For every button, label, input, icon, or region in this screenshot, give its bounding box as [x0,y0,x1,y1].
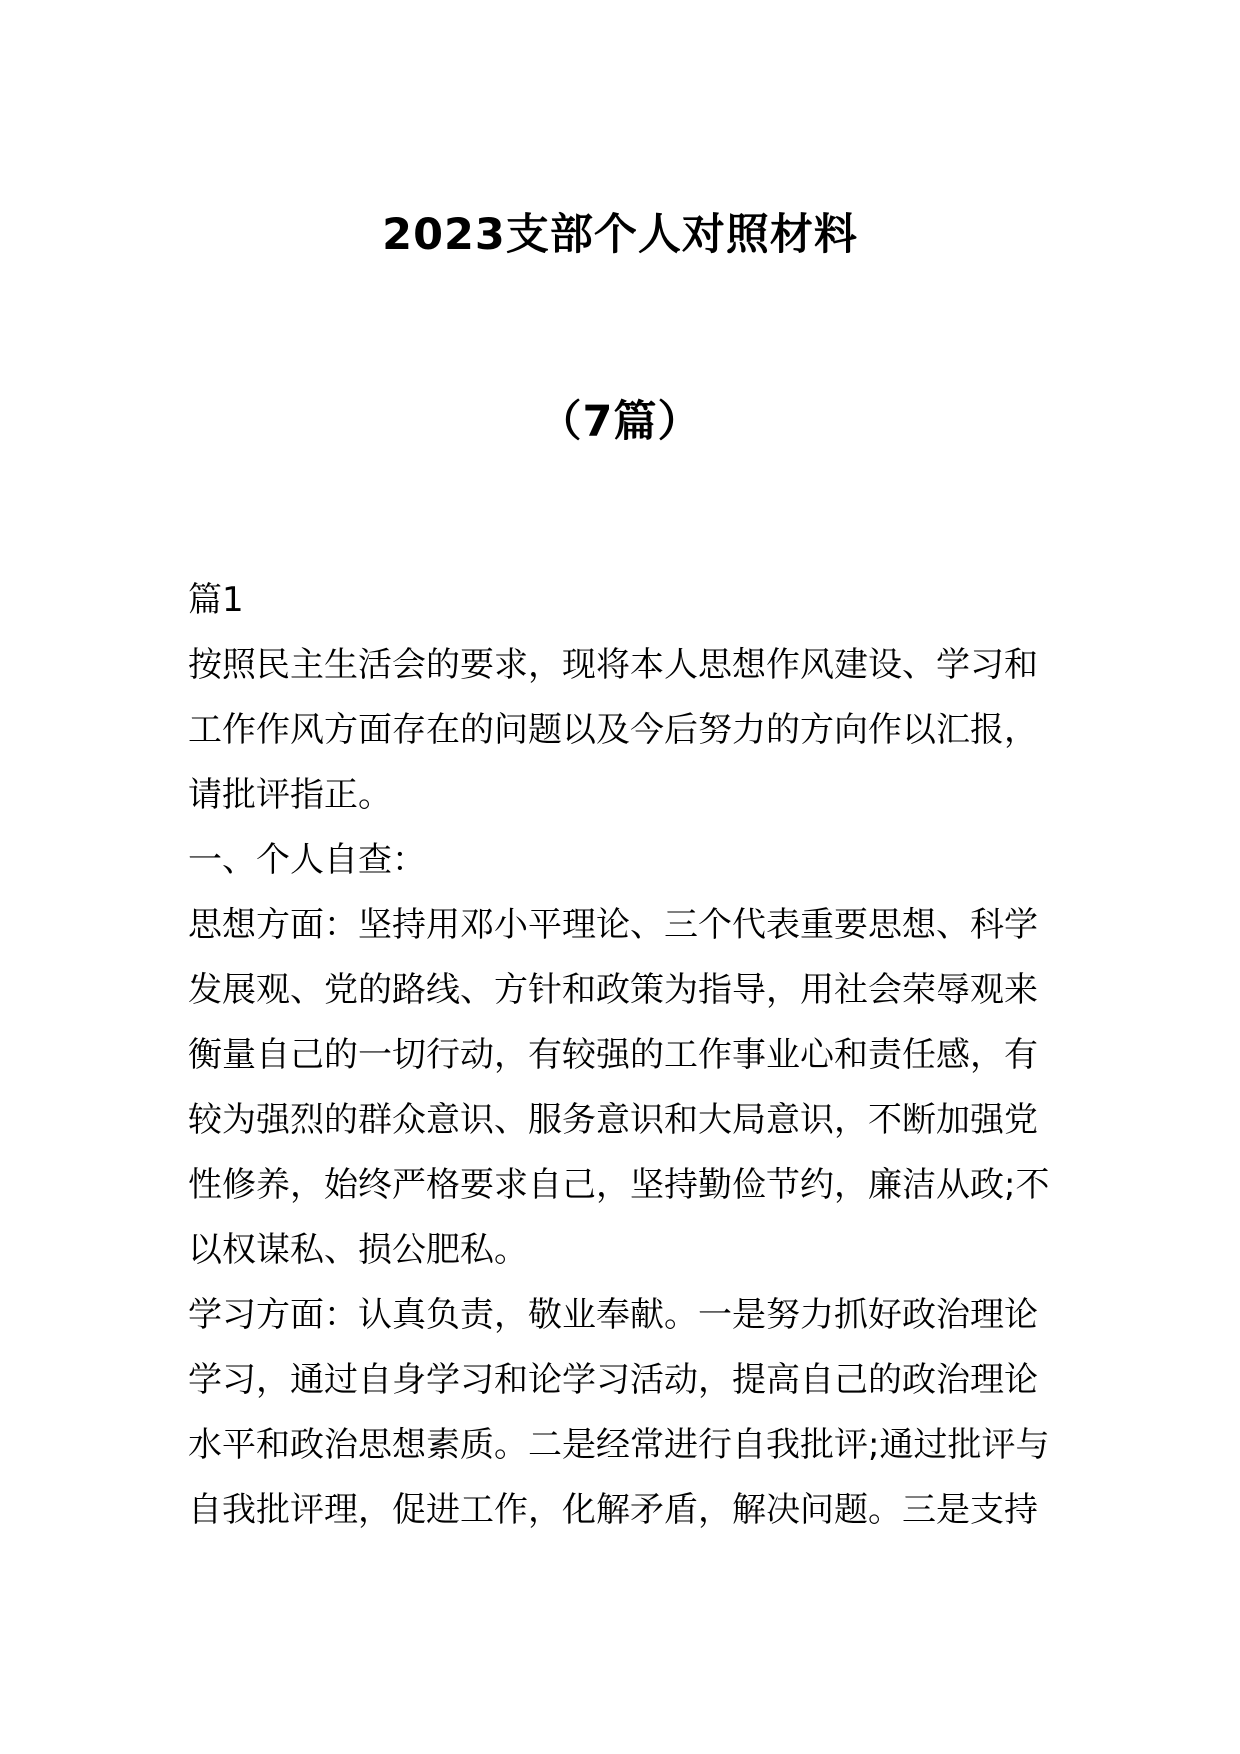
paragraph-study: 学习方面：认真负责，敬业奉献。一是努力抓好政治理论学习，通过自身学习和论学习活动，提高自己的政治理论水平和政治思想素质。二是经常进行自我批评;通过批评与自我批评理，促进工作，化解矛盾，解决问题。三是支持 [188,1295,1050,1530]
document-subtitle: （7篇） [538,397,702,447]
document-title: 2023支部个人对照材料 [382,210,858,260]
document-body [188,568,1056,1543]
section-label: 篇1 [188,580,244,620]
paragraph-heading-self-check: 一、个人自查： [188,840,426,880]
paragraph-intro: 按照民主生活会的要求，现将本人思想作风建设、学习和工作作风方面存在的问题以及今后努力的方向作以汇报，请批评指正。 [188,645,1038,815]
paragraph-thought: 思想方面：坚持用邓小平理论、三个代表重要思想、科学发展观、党的路线、方针和政策为指导，用社会荣辱观来衡量自己的一切行动，有较强的工作事业心和责任感，有较为强烈的群众意识、服务意识和大局意识，不断加强党性修养，始终严格要求自己，坚持勤俭节约，廉洁从政;不以权谋私、损公肥私。 [188,905,1050,1270]
